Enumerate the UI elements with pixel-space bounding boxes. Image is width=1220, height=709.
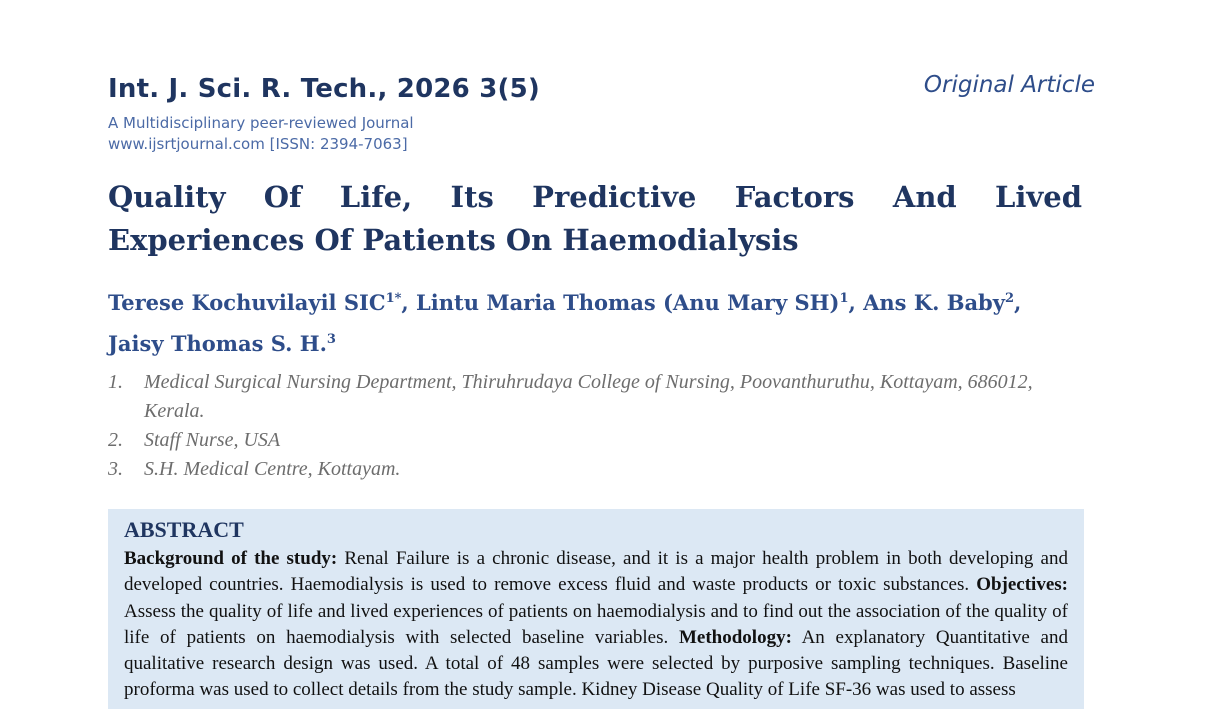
objectives-label: Objectives: (976, 574, 1068, 596)
author-name: Jaisy Thomas S. H. (108, 331, 327, 356)
affiliation-item (108, 368, 1068, 426)
journal-url-issn[interactable]: www.ijsrtjournal.com [ISSN: 2394-7063] (108, 135, 408, 153)
affiliation-number: 3. (108, 458, 123, 480)
affiliation-text: Staff Nurse, USA (144, 429, 281, 451)
affiliation-text: S.H. Medical Centre, Kottayam. (144, 458, 401, 480)
author-affiliation-mark: 1 (839, 291, 849, 306)
affiliation-list (108, 368, 1068, 484)
background-text: Renal Failure is a chronic disease, and it is a major health problem in both developing and developed countries. Haemodialysis is used to remove excess fluid and waste products or toxic substances. (124, 548, 1068, 596)
affiliation-item (108, 426, 1068, 455)
affiliation-number: 1. (108, 371, 123, 393)
abstract-heading: ABSTRACT (124, 517, 244, 542)
author-list (108, 282, 1098, 364)
article-type: Original Article (923, 72, 1095, 98)
author-affiliation-mark: 3 (326, 332, 336, 347)
abstract-box (108, 509, 1084, 709)
affiliation-item (108, 455, 1068, 484)
author-separator: , (401, 290, 417, 315)
journal-subtitle: A Multidisciplinary peer-reviewed Journal (108, 114, 414, 132)
author-separator: , (848, 290, 864, 315)
affiliation-number: 2. (108, 429, 123, 451)
author-name: Lintu Maria Thomas (Anu Mary SH) (416, 290, 840, 315)
paper-title: Quality Of Life, Its Predictive Factors And Lived Experiences Of Patients On Haemodialysis (108, 180, 1082, 257)
methodology-text: An explanatory Quantitative and qualitative research design was used. A total of 48 samples were selected by purposive sampling techniques. Baseline proforma was used to collect details from the study sample. Kidney Disease Quality of Life SF-36 was used to assess (124, 626, 1068, 701)
methodology-label: Methodology: (678, 626, 792, 648)
abstract-text (124, 546, 1068, 704)
journal-title: Int. J. Sci. R. Tech., 2026 3(5) (108, 74, 540, 104)
author-name: Ans K. Baby (863, 290, 1005, 315)
background-label: Background of the study: (124, 548, 338, 569)
objectives-text: Assess the quality of life and lived experiences of patients on haemodialysis and to find out the association of the quality of life of patients on haemodialysis with selected baseline variables. (124, 600, 1068, 648)
affiliation-text: Medical Surgical Nursing Department, Thiruhrudaya College of Nursing, Poovanthuruthu, Kottayam, 686012, Kerala. (144, 371, 1033, 422)
author-name: Terese Kochuvilayil SIC (108, 290, 386, 315)
author-separator: , (1013, 290, 1022, 315)
author-affiliation-mark: 1* (385, 291, 402, 306)
author-affiliation-mark: 2 (1004, 291, 1014, 306)
